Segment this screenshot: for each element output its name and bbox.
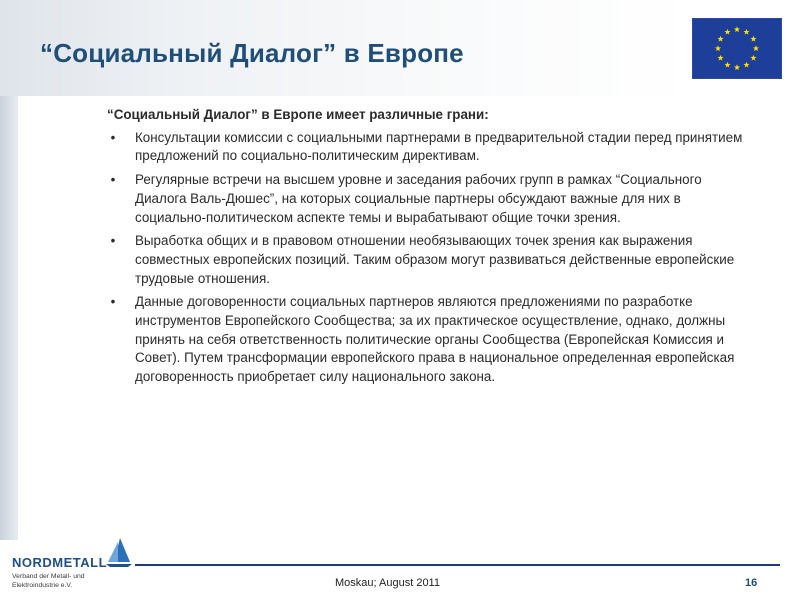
bullet-icon: •: [110, 294, 116, 310]
eu-star-icon: [715, 45, 721, 51]
nordmetall-logo: NORDMETALL: [12, 555, 108, 570]
footer-divider: [135, 564, 780, 566]
eu-flag-icon: [692, 18, 782, 79]
eu-star-icon: [743, 29, 749, 35]
bullet-icon: •: [110, 129, 116, 145]
list-item-text: Консультации комиссии с социальными партнерами в предварительной стадии перед принятием предложений по социально-политическим директивам.: [135, 129, 743, 164]
eu-star-icon: [734, 26, 740, 32]
eu-star-icon: [753, 45, 759, 51]
bullet-icon: •: [110, 172, 116, 188]
list-item: [107, 293, 747, 387]
footer-location-date: Moskau; August 2011: [335, 577, 440, 589]
list-item: [107, 129, 747, 166]
eu-star-icon: [718, 36, 724, 42]
eu-star-icon: [734, 64, 740, 70]
page-number: 16: [745, 577, 758, 589]
logo-subtitle: Verband der Metall- und Elektroindustrie e.V.: [12, 573, 85, 589]
slide-content: [107, 106, 747, 392]
list-item-text: Регулярные встречи на высшем уровне и заседания рабочих групп в рамках “Социального Диалога Валь-Дюшес”, на которых социальные партнеры обсуждают важные для них в социально-политическом аспекте темы и вырабатывают общие точки зрения.: [135, 172, 702, 225]
list-item-text: Данные договоренности социальных партнеров являются предложениями по разработке инструментов Европейского Сообщества; за их практическое осуществление, однако, должны принять на себя ответственность политические органы Сообщества (Европейская Комиссия и Совет). Путем трансформации европейского права в национальное определенная европейская договоренность приобретает силу национального закона.: [135, 294, 735, 385]
eu-star-icon: [718, 55, 724, 61]
slide-title: “Социальный Диалог” в Европе: [40, 38, 464, 68]
eu-stars: [693, 19, 781, 78]
bullet-icon: •: [110, 233, 116, 249]
eu-star-icon: [724, 29, 730, 35]
bullet-list: [107, 129, 747, 387]
eu-star-icon: [750, 36, 756, 42]
lead-text: “Социальный Диалог” в Европе имеет различные грани:: [107, 107, 489, 122]
list-item: [107, 232, 747, 288]
nordmetall-sail-icon: [106, 538, 132, 568]
eu-star-icon: [750, 55, 756, 61]
eu-star-icon: [724, 62, 730, 68]
eu-star-icon: [743, 62, 749, 68]
list-item-text: Выработка общих и в правовом отношении необязывающих точек зрения как выражения совместных европейских позиций. Таким образом могут развиваться действенные европейские трудовые отношения.: [135, 233, 735, 286]
list-item: [107, 171, 747, 227]
